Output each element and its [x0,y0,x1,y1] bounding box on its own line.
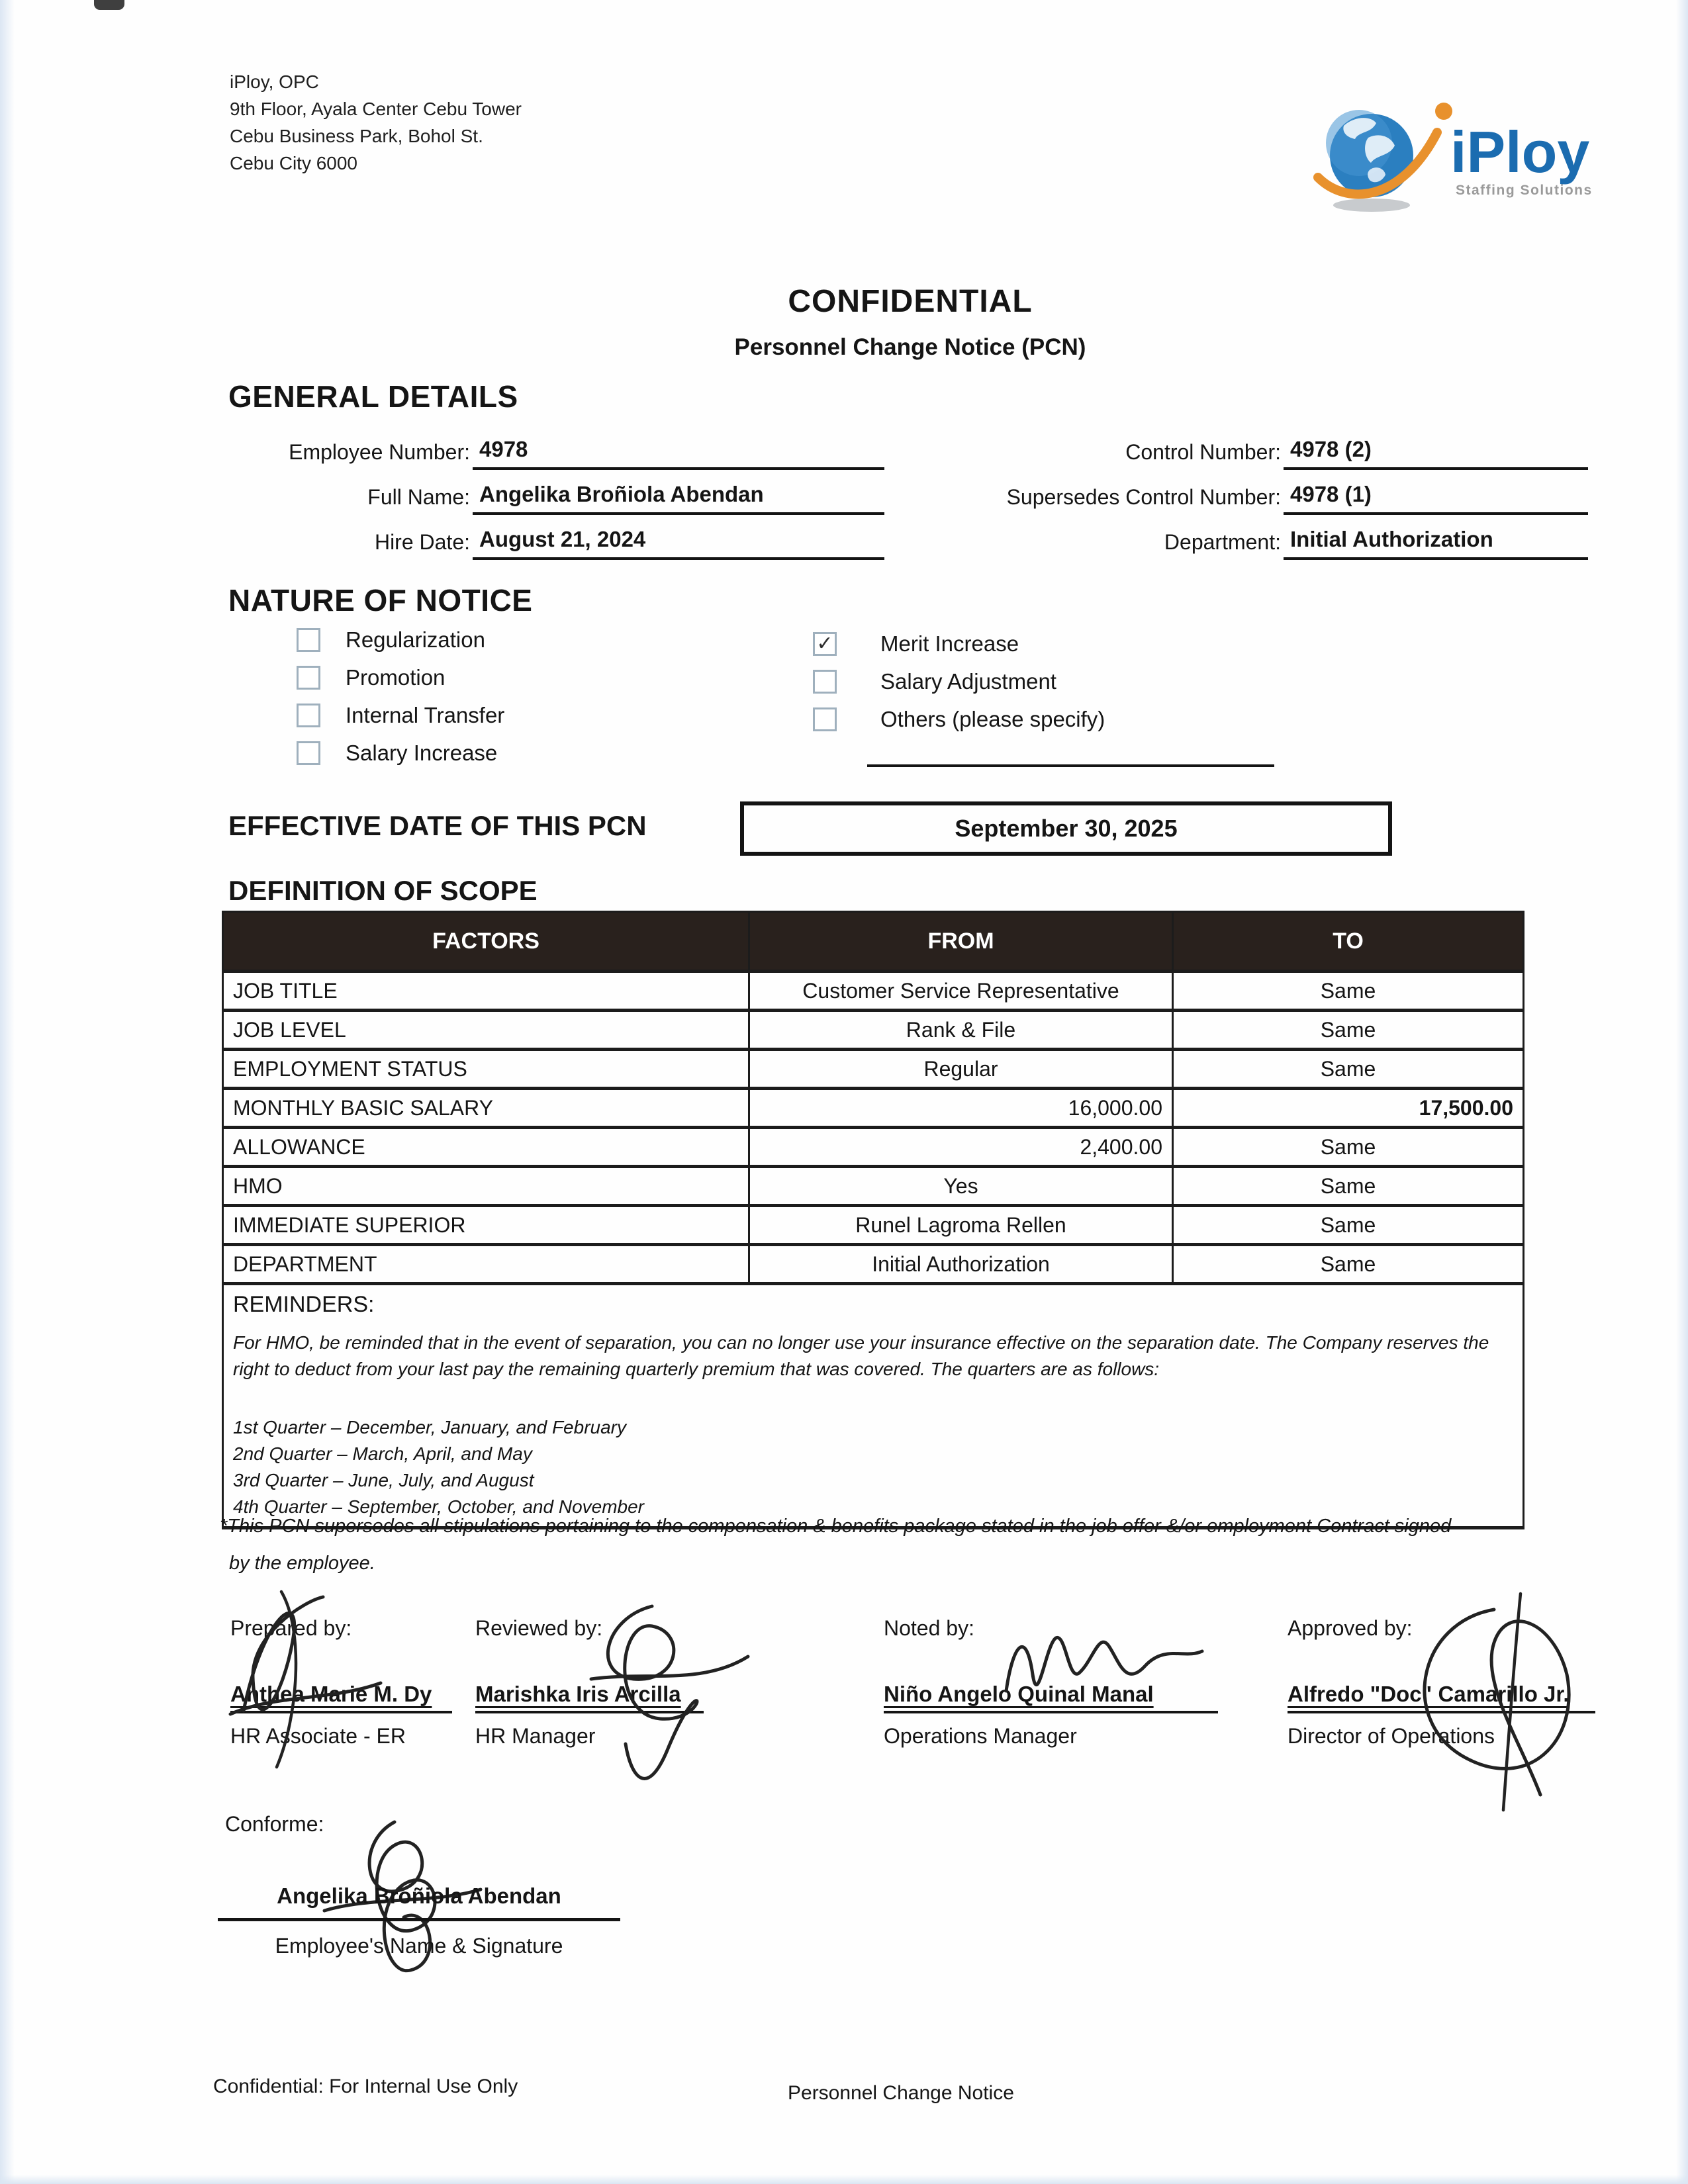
table-row [223,1128,1524,1167]
scope-table-body [223,972,1524,1284]
field-value: Initial Authorization [1284,527,1588,560]
confidential-title: CONFIDENTIAL [788,284,1033,319]
signatory-name: Marishka Iris Arcilla [475,1682,704,1713]
address-line: 9th Floor, Ayala Center Cebu Tower [230,99,522,119]
from-cell: Rank & File [749,1011,1173,1050]
scan-edge [0,2175,1688,2184]
checkbox-label: Others (please specify) [880,706,1105,731]
table-column-header: FACTORS [223,912,749,972]
field-label: Supersedes Control Number: [1006,485,1281,509]
to-cell: Same [1173,1011,1524,1050]
table-row [223,1245,1524,1284]
table-row [223,1167,1524,1206]
from-cell: 16,000.00 [749,1089,1173,1128]
factor-cell: JOB TITLE [223,972,749,1011]
footer-doc-name: Personnel Change Notice [788,2082,1014,2104]
checkbox-label: Promotion [346,664,445,690]
company-name: iPloy, OPC [230,71,319,92]
factor-cell: HMO [223,1167,749,1206]
from-cell: Runel Lagroma Rellen [749,1206,1173,1245]
field-value: August 21, 2024 [473,527,884,560]
effective-date-value: September 30, 2025 [740,801,1392,856]
reminders-paragraph: For HMO, be reminded that in the event of separation, you can no longer use your insurance effective on the separation date. The Company reserves the right to deduct from your last pay the remaining quarterly premium that was covered. The quarters are as follows: [233,1332,1489,1379]
general-details-right [890,425,1588,560]
signatory-title: Director of Operations [1288,1724,1495,1748]
detail-field [228,470,884,515]
checkbox-label: Salary Increase [346,740,498,765]
table-row [223,1011,1524,1050]
field-value: Angelika Broñiola Abendan [473,482,884,515]
general-details-left [228,425,884,560]
factor-cell: EMPLOYMENT STATUS [223,1050,749,1089]
signatory-name: Niño Angelo Quinal Manal [884,1682,1218,1713]
field-label: Full Name: [367,485,470,509]
field-label: Department: [1164,530,1281,554]
checkbox-icon[interactable] [813,670,837,694]
table-row [223,972,1524,1011]
field-value: 4978 (2) [1284,437,1588,470]
quarter-line: 4th Quarter – September, October, and November [233,1496,645,1517]
notice-option [297,696,504,734]
factor-cell: JOB LEVEL [223,1011,749,1050]
to-cell: Same [1173,972,1524,1011]
table-column-header: TO [1173,912,1524,972]
scan-edge [0,0,15,2184]
definition-of-scope-heading: DEFINITION OF SCOPE [228,875,538,906]
quarter-line: 2nd Quarter – March, April, and May [233,1443,532,1464]
signatory-title: HR Associate - ER [230,1724,406,1748]
quarter-line: 3rd Quarter – June, July, and August [233,1470,534,1490]
notice-option [297,659,504,696]
to-cell: Same [1173,1167,1524,1206]
field-label: Control Number: [1125,440,1281,464]
checkbox-label: Regularization [346,627,485,652]
checkbox-icon[interactable] [813,707,837,731]
checkbox-label: Merit Increase [880,631,1019,656]
field-label: Employee Number: [289,440,470,464]
footer-confidential: Confidential: For Internal Use Only [213,2075,518,2097]
iploy-logo [1307,91,1612,224]
letterhead-address [230,68,522,177]
notice-options-right [813,625,1105,738]
detail-field [890,425,1588,470]
to-cell: Same [1173,1206,1524,1245]
quarters-list [233,1414,1513,1520]
supersede-footnote [220,1508,1451,1582]
from-cell: Initial Authorization [749,1245,1173,1284]
from-cell: Regular [749,1050,1173,1089]
table-row [223,1206,1524,1245]
factor-cell: DEPARTMENT [223,1245,749,1284]
signatory-block [1288,1616,1595,1749]
scope-table [222,911,1524,1529]
address-line: Cebu City 6000 [230,153,358,173]
nature-of-notice-heading: NATURE OF NOTICE [228,583,533,617]
detail-field [890,515,1588,560]
quarter-line: 1st Quarter – December, January, and February [233,1417,626,1437]
notice-option [813,662,1105,700]
reminders-heading: REMINDERS: [233,1292,375,1317]
notice-option [297,621,504,659]
to-cell: 17,500.00 [1173,1089,1524,1128]
table-column-header: FROM [749,912,1173,972]
field-value: 4978 [473,437,884,470]
factor-cell: MONTHLY BASIC SALARY [223,1089,749,1128]
to-cell: Same [1173,1245,1524,1284]
to-cell: Same [1173,1050,1524,1089]
detail-field [890,470,1588,515]
from-cell: Yes [749,1167,1173,1206]
globe-icon [1307,91,1612,220]
others-specify-line[interactable] [867,764,1274,767]
scope-table-header-row [223,912,1524,972]
table-row [223,1050,1524,1089]
checkbox-checked-icon[interactable]: ✓ [813,632,837,656]
signatory-label: Noted by: [884,1616,974,1640]
signatory-block [884,1616,1218,1749]
checkbox-icon[interactable] [297,704,320,727]
signatory-name: Anthea Marie M. Dy [230,1682,452,1713]
conforme-label: Conforme: [225,1812,324,1836]
field-value: 4978 (1) [1284,482,1588,515]
signatory-title: Operations Manager [884,1724,1077,1748]
table-row [223,1089,1524,1128]
document-title-block [132,283,1688,361]
signatory-label: Prepared by: [230,1616,352,1640]
notice-option [813,700,1105,738]
to-cell: Same [1173,1128,1524,1167]
address-line: Cebu Business Park, Bohol St. [230,126,483,146]
logo-tagline-text: Staffing Solutions [1456,183,1593,198]
from-cell: Customer Service Representative [749,972,1173,1011]
notice-option [297,734,504,772]
checkbox-label: Salary Adjustment [880,668,1056,694]
signatory-block [230,1616,452,1749]
factor-cell: IMMEDIATE SUPERIOR [223,1206,749,1245]
signatory-label: Approved by: [1288,1616,1413,1640]
checkbox-icon[interactable] [297,666,320,690]
signatory-label: Reviewed by: [475,1616,603,1640]
footnote-line: *This PCN supersedes all stipulations pertaining to the compensation & benefits package stated in the job offer &/or employment Contract signed [220,1516,1452,1537]
field-label: Hire Date: [374,530,470,554]
checkbox-label: Internal Transfer [346,702,505,727]
footnote-line: by the employee. [229,1553,375,1574]
detail-field [228,425,884,470]
general-details-heading: GENERAL DETAILS [228,379,518,414]
factor-cell: ALLOWANCE [223,1128,749,1167]
notice-options-left [297,621,504,772]
checkbox-icon[interactable] [297,741,320,765]
notice-option [813,625,1105,662]
scan-artifact [94,0,124,10]
checkbox-icon[interactable] [297,628,320,652]
signatory-name: Alfredo "Doc" Camarillo Jr. [1288,1682,1595,1713]
signatory-block [475,1616,704,1749]
effective-date-heading: EFFECTIVE DATE OF THIS PCN [228,810,647,841]
conforme-caption: Employee's Name & Signature [275,1934,563,1958]
document-subtitle: Personnel Change Notice (PCN) [734,334,1086,360]
from-cell: 2,400.00 [749,1128,1173,1167]
conforme-employee-name: Angelika Broñiola Abendan [218,1884,620,1921]
logo-brand-text: iPloy [1450,119,1590,185]
reminders-row [223,1284,1524,1528]
detail-field [228,515,884,560]
signatory-title: HR Manager [475,1724,596,1748]
